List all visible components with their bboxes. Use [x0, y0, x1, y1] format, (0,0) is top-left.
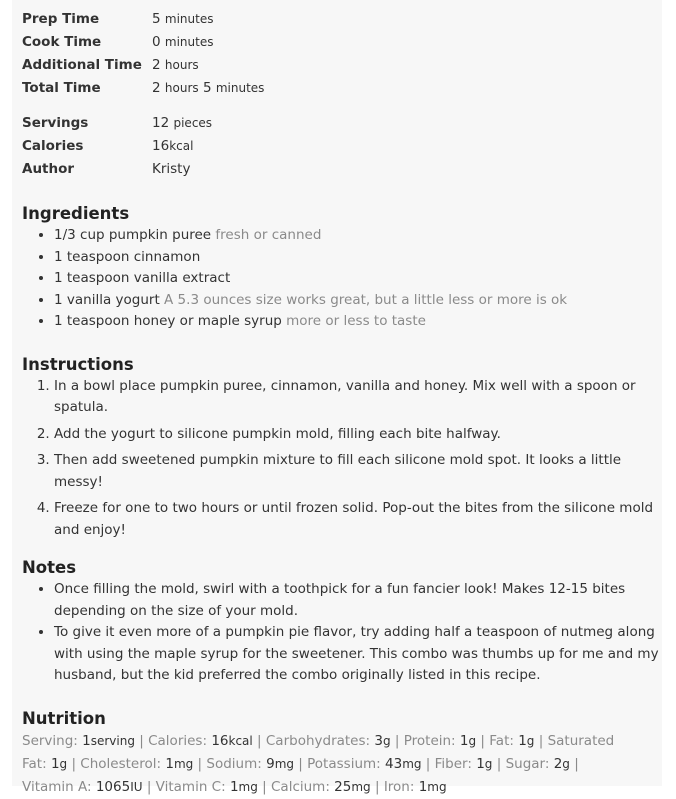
- nutrition-unit: g: [468, 733, 477, 748]
- meta-label-calories: Calories: [22, 138, 84, 154]
- ingredients-heading: Ingredients: [22, 204, 130, 223]
- list-item: • 1 teaspoon vanilla extract: [54, 268, 662, 290]
- meta-value-cook: 0 minutes: [152, 34, 214, 50]
- nutrition-item: [435, 756, 493, 772]
- notes-heading: Notes: [22, 558, 77, 577]
- nutrition-value: 43: [385, 755, 403, 772]
- meta-label-additional: Additional Time: [22, 57, 142, 73]
- nutrition-value: 25: [334, 778, 352, 795]
- list-item: • 1/3 cup pumpkin puree fresh or canned: [54, 225, 662, 247]
- nutrition-value: 2: [553, 755, 563, 772]
- meta-value-total: 2 hours 5 minutes: [152, 80, 265, 96]
- nutrition-value: 3: [374, 732, 383, 749]
- nutrition-item: [22, 733, 135, 749]
- nutrition-value: 1: [459, 732, 469, 749]
- nutrition-value: 1065: [95, 778, 131, 795]
- nutrition-item: [506, 756, 570, 772]
- nutrition-label: Fat:: [489, 732, 519, 749]
- nutrition-heading: Nutrition: [22, 708, 106, 728]
- nutrition-unit: mg: [173, 756, 194, 771]
- nutrition-item: [206, 756, 294, 772]
- nutrition-label: Iron:: [383, 778, 419, 795]
- meta-value-additional: 2 hours: [152, 57, 199, 73]
- nutrition-section: [22, 708, 662, 799]
- ingredients-list: [22, 225, 662, 333]
- meta-value-servings: 12 pieces: [152, 115, 213, 131]
- list-item: 2. Add the yogurt to silicone pumpkin mold, filling each bite halfway.: [54, 424, 662, 446]
- nutrition-item: [22, 779, 143, 795]
- nutrition-item: [266, 733, 391, 749]
- meta-label-author: Author: [22, 161, 75, 177]
- nutrition-unit: kcal: [228, 733, 253, 748]
- nutrition-unit: g: [562, 756, 570, 771]
- nutrition-label: Sodium:: [206, 755, 267, 772]
- nutrition-value: 1: [50, 755, 60, 772]
- nutrition-unit: mg: [238, 779, 258, 794]
- instructions-section: [22, 354, 662, 542]
- nutrition-label: Protein:: [403, 732, 460, 749]
- nutrition-value: 1: [418, 778, 428, 795]
- nutrition-unit: mg: [402, 756, 422, 771]
- nutrition-label: Vitamin C:: [155, 778, 230, 795]
- instructions-heading: Instructions: [22, 354, 134, 374]
- meta-label-servings: Servings: [22, 115, 89, 131]
- nutrition-unit: IU: [130, 779, 143, 794]
- nutrition-label: Calories:: [148, 732, 212, 749]
- list-item: • To give it even more of a pumpkin pie flavor, try adding half a teaspoon of nutmeg along with using the maple syrup for the sweetener. This combo was thumbs up for me and my husband, but the kid preferred the combo originally listed in this recipe.: [54, 622, 662, 687]
- nutrition-unit: g: [484, 756, 493, 771]
- list-item: • Once filling the mold, swirl with a toothpick for a fun fancier look! Makes 12-15 bites depending on the size of your mold.: [54, 579, 662, 622]
- nutrition-label: Fiber:: [434, 755, 477, 772]
- nutrition-value: 1: [229, 778, 239, 795]
- nutrition-label: Calcium:: [271, 778, 335, 795]
- list-item: 3. Then add sweetened pumpkin mixture to fill each silicone mold spot. It looks a little messy!: [54, 450, 662, 493]
- nutrition-value: 1: [82, 732, 91, 749]
- recipe-card: [12, 0, 662, 795]
- meta-value-calories: 16kcal: [152, 138, 194, 154]
- nutrition-item: [307, 756, 421, 772]
- notes-section: [22, 557, 662, 687]
- meta-label-prep: Prep Time: [22, 11, 100, 27]
- nutrition-unit: mg: [274, 756, 294, 771]
- nutrition-label: Cholesterol:: [80, 755, 166, 772]
- nutrition-unit: g: [59, 756, 68, 771]
- nutrition-item: [271, 779, 371, 795]
- nutrition-label: Saturated Fat:: [22, 732, 615, 772]
- nutrition-value: 1: [165, 755, 174, 772]
- nutrition-unit: serving: [90, 733, 135, 748]
- nutrition-item: [80, 756, 193, 772]
- instructions-list: [22, 376, 662, 542]
- nutrition-item: [384, 779, 447, 795]
- nutrition-value: 1: [518, 732, 527, 749]
- nutrition-value: 1: [476, 755, 485, 772]
- nutrition-unit: g: [526, 733, 535, 748]
- meta-value-author: Kristy: [152, 161, 191, 177]
- nutrition-item: [404, 733, 476, 749]
- nutrition-label: Serving:: [22, 732, 83, 749]
- nutrition-item: [489, 733, 534, 749]
- nutrition-item: [148, 733, 253, 749]
- meta-label-total: Total Time: [22, 80, 101, 96]
- nutrition-unit: mg: [351, 779, 371, 794]
- nutrition-label: Sugar:: [505, 755, 554, 772]
- nutrition-value: 16: [211, 732, 229, 749]
- list-item: 1. In a bowl place pumpkin puree, cinnamon, vanilla and honey. Mix well with a spoon or spatula.: [54, 376, 662, 419]
- list-item: • 1 vanilla yogurt A 5.3 ounces size works great, but a little less or more is ok: [54, 290, 662, 312]
- list-item: 4. Freeze for one to two hours or until frozen solid. Pop-out the bites from the silicone mold and enjoy!: [54, 498, 662, 541]
- nutrition-value: 9: [266, 755, 275, 772]
- nutrition-label: Vitamin A:: [22, 778, 96, 795]
- list-item: • 1 teaspoon honey or maple syrup more or less to taste: [54, 311, 662, 333]
- nutrition-item: [156, 779, 258, 795]
- list-item: • 1 teaspoon cinnamon: [54, 247, 662, 269]
- nutrition-facts: Serving: 1serving | Calories: 16kcal | Carbohydrates: 3g | Protein: 1g | Fat: 1g | Saturated Fat: 1g | Cholesterol: 1mg | Sodium: 9mg | Potassium: 43mg | Fiber: 1g | Sugar: 2g | Vitamin A: 1065IU | Vitamin C: 1mg | Calcium: 25mg | Iron: 1mg: [22, 732, 615, 795]
- meta-label-cook: Cook Time: [22, 34, 102, 50]
- ingredients-section: [22, 203, 662, 333]
- nutrition-unit: mg: [427, 779, 447, 794]
- recipe-meta: [22, 10, 662, 179]
- nutrition-unit: g: [382, 733, 391, 748]
- meta-value-prep: 5 minutes: [152, 11, 214, 27]
- notes-list: [22, 579, 662, 687]
- nutrition-label: Potassium:: [307, 755, 385, 772]
- nutrition-label: Carbohydrates:: [265, 732, 375, 749]
